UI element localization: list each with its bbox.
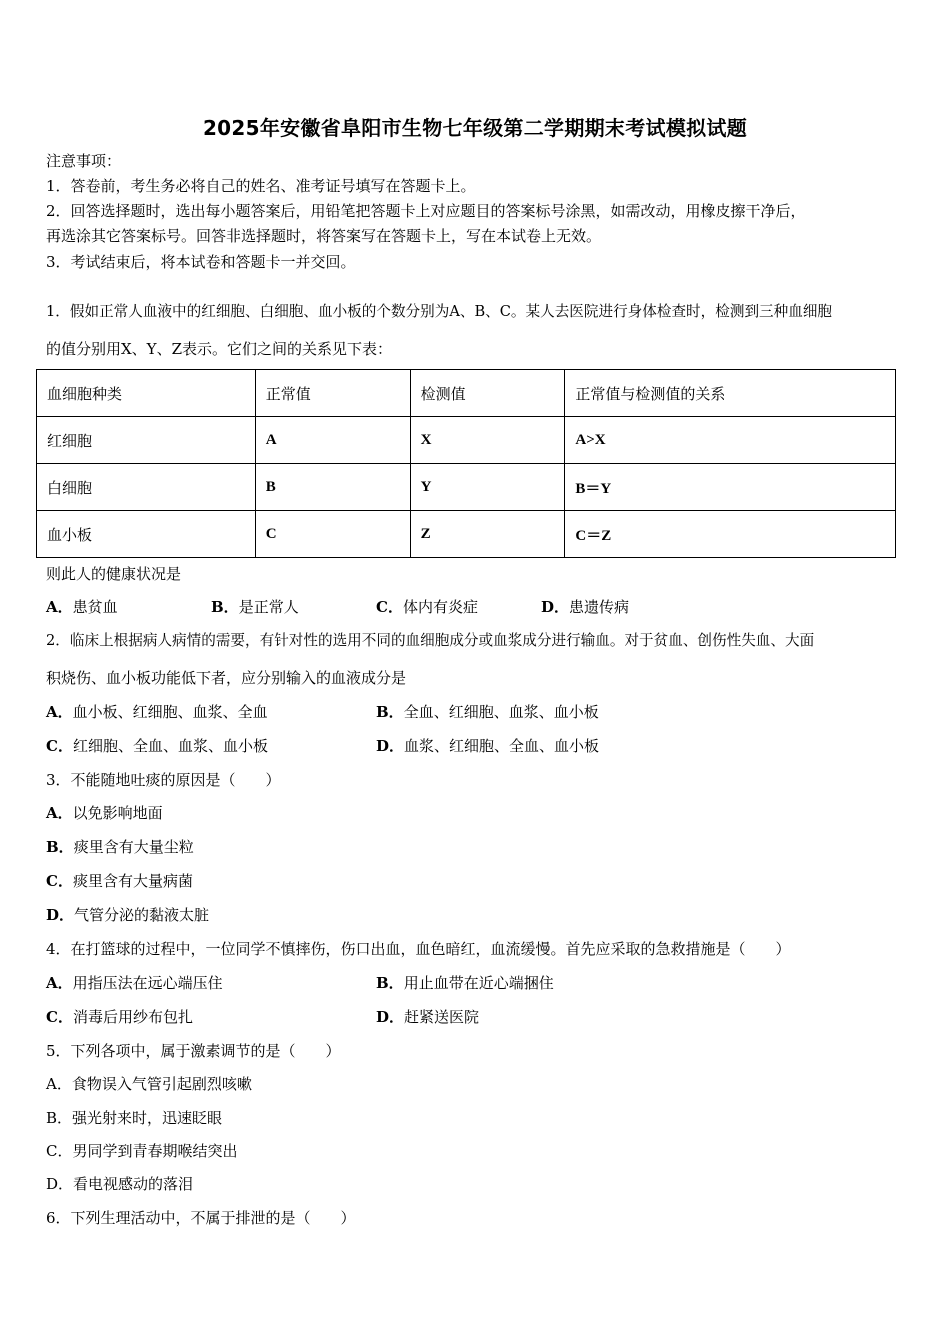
q1-option-c: C．体内有炎症 bbox=[376, 598, 478, 616]
table-cell: B bbox=[255, 464, 410, 511]
q3-option-d: D．气管分泌的黏液太脏 bbox=[46, 906, 210, 924]
q2-option-d: D．血浆、红细胞、全血、血小板 bbox=[376, 737, 600, 755]
q4-option-a: A．用指压法在远心端压住 bbox=[46, 974, 223, 992]
table-cell: A>X bbox=[565, 417, 896, 464]
table-header-row bbox=[37, 370, 896, 417]
q4-option-d: D．赶紧送医院 bbox=[376, 1008, 480, 1026]
table-cell: C bbox=[255, 511, 410, 558]
notice-item: 再选涂其它答案标号。回答非选择题时，将答案写在答题卡上，写在本试卷上无效。 bbox=[46, 227, 602, 245]
notice-item: 1．答卷前，考生务必将自己的姓名、准考证号填写在答题卡上。 bbox=[46, 177, 476, 195]
q5-option-d: D．看电视感动的落泪 bbox=[46, 1175, 194, 1193]
q5-stem: 5．下列各项中，属于激素调节的是（ ） bbox=[46, 1042, 341, 1060]
table-row bbox=[37, 511, 896, 558]
q1-stem-line1: 1．假如正常人血液中的红细胞、白细胞、血小板的个数分别为A、B、C。某人去医院进行身体检查时，检测到三种血细胞 bbox=[46, 303, 833, 320]
q4-option-b: B．用止血带在近心端捆住 bbox=[376, 974, 554, 992]
table-header-cell: 正常值与检测值的关系 bbox=[565, 370, 896, 417]
blood-cell-table bbox=[36, 369, 896, 558]
q2-option-a: A．血小板、红细胞、血浆、全血 bbox=[46, 703, 268, 721]
q2-option-b: B．全血、红细胞、血浆、血小板 bbox=[376, 703, 599, 721]
q4-stem: 4．在打篮球的过程中，一位同学不慎摔伤，伤口出血，血色暗红，血流缓慢。首先应采取的急救措施是（ ） bbox=[46, 940, 791, 958]
table-row bbox=[37, 417, 896, 464]
q1-question: 则此人的健康状况是 bbox=[46, 565, 182, 583]
table-header-cell: 正常值 bbox=[255, 370, 410, 417]
notice-item: 2．回答选择题时，选出每小题答案后，用铅笔把答题卡上对应题目的答案标号涂黑，如需改动，用橡皮擦干净后， bbox=[46, 202, 806, 220]
q3-option-b: B．痰里含有大量尘粒 bbox=[46, 838, 194, 856]
notice-heading: 注意事项： bbox=[46, 152, 122, 170]
q4-option-c: C．消毒后用纱布包扎 bbox=[46, 1008, 193, 1026]
q1-stem-line2: 的值分别用X、Y、Z表示。它们之间的关系见下表： bbox=[46, 340, 393, 358]
q1-option-d: D．患遗传病 bbox=[541, 598, 630, 616]
table-cell: B＝Y bbox=[565, 464, 896, 511]
q2-stem-line2: 积烧伤、血小板功能低下者，应分别输入的血液成分是 bbox=[46, 669, 407, 687]
table-cell: X bbox=[410, 417, 565, 464]
table-cell: Z bbox=[410, 511, 565, 558]
page-title: 2025年安徽省阜阳市生物七年级第二学期期末考试模拟试题 bbox=[202, 116, 748, 140]
table-cell: Y bbox=[410, 464, 565, 511]
q3-stem: 3．不能随地吐痰的原因是（ ） bbox=[46, 771, 281, 789]
notice-item: 3．考试结束后，将本试卷和答题卡一并交回。 bbox=[46, 253, 356, 271]
table-header-cell: 血细胞种类 bbox=[37, 370, 256, 417]
table-cell: 红细胞 bbox=[37, 417, 256, 464]
q5-option-a: A．食物误入气管引起剧烈咳嗽 bbox=[46, 1075, 252, 1093]
q1-option-b: B．是正常人 bbox=[211, 598, 299, 616]
q3-option-a: A．以免影响地面 bbox=[46, 804, 163, 822]
table-cell: 血小板 bbox=[37, 511, 256, 558]
q1-option-a: A．患贫血 bbox=[46, 598, 118, 616]
table-header-cell: 检测值 bbox=[410, 370, 565, 417]
q5-option-b: B．强光射来时，迅速眨眼 bbox=[46, 1109, 223, 1127]
table-cell: 白细胞 bbox=[37, 464, 256, 511]
table-cell: A bbox=[255, 417, 410, 464]
table-cell: C＝Z bbox=[565, 511, 896, 558]
q2-option-c: C．红细胞、全血、血浆、血小板 bbox=[46, 737, 268, 755]
table-row bbox=[37, 464, 896, 511]
q6-stem: 6．下列生理活动中，不属于排泄的是（ ） bbox=[46, 1209, 356, 1227]
q5-option-c: C．男同学到青春期喉结突出 bbox=[46, 1142, 238, 1160]
q3-option-c: C．痰里含有大量病菌 bbox=[46, 872, 193, 890]
q2-stem-line1: 2．临床上根据病人病情的需要，有针对性的选用不同的血细胞成分或血浆成分进行输血。对于贫血、创伤性失血、大面 bbox=[46, 632, 815, 649]
